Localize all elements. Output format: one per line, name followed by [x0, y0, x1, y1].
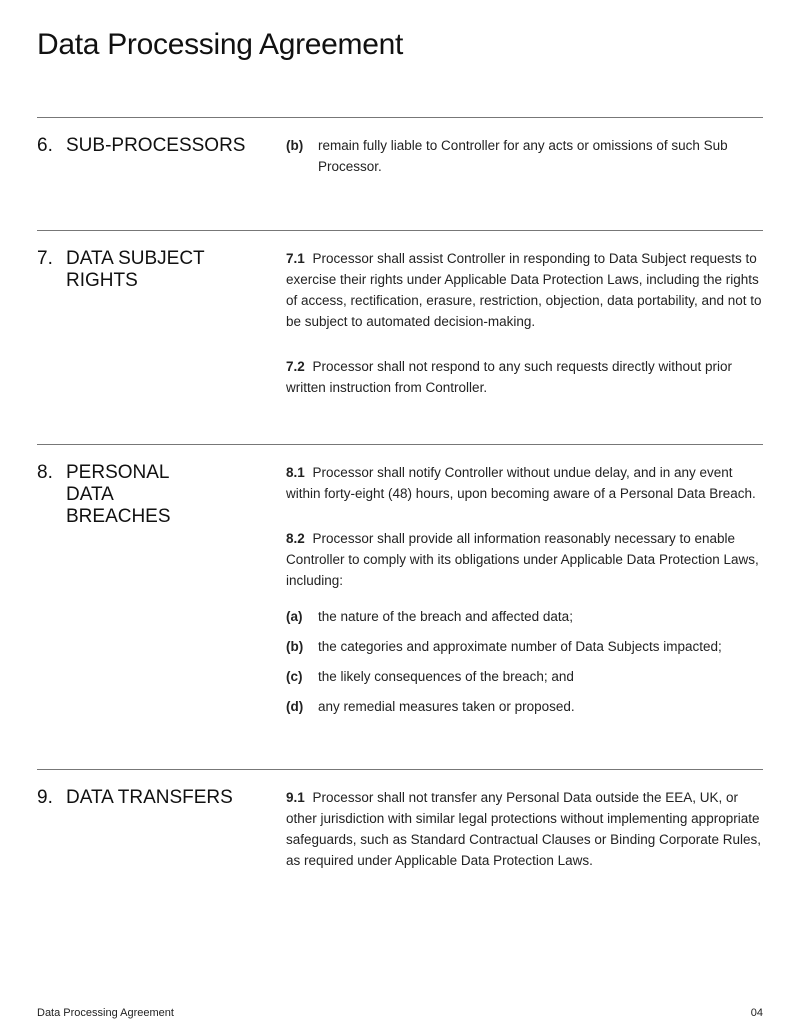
section-content — [286, 787, 763, 919]
section-number: 9. — [37, 787, 53, 808]
item-text: remain fully liable to Controller for any acts or omissions of such Sub Processor. — [318, 138, 728, 174]
sections — [37, 117, 763, 919]
section-personal-data-breaches — [37, 444, 763, 769]
clause-text: Processor shall assist Controller in responding to Data Subject requests to exercise their rights under Applicable Data Protection Laws, including the rights of access, rectification, erasure, restriction, objection, data portability, and not to be subject to automated decision-making. — [286, 251, 762, 329]
clause — [286, 248, 763, 332]
section-number: 8. — [37, 462, 53, 483]
item-text: any remedial measures taken or proposed. — [318, 699, 575, 714]
footer-document-title: Data Processing Agreement — [37, 1007, 174, 1019]
item-label: (c) — [286, 669, 303, 684]
clause-number: 9.1 — [286, 790, 305, 805]
clause-number: 7.1 — [286, 251, 305, 266]
clause-text: Processor shall provide all information reasonably necessary to enable Controller to comply with its obligations under Applicable Data Protection Laws, including: — [286, 531, 759, 588]
page-number: 04 — [750, 1007, 763, 1019]
clause-number: 7.2 — [286, 359, 305, 374]
clause — [286, 356, 763, 398]
clause — [286, 528, 763, 591]
item-text: the categories and approximate number of Data Subjects impacted; — [318, 639, 722, 654]
clause-number: 8.2 — [286, 531, 305, 546]
section-title: SUB-PROCESSORS — [66, 135, 246, 156]
section-content — [286, 462, 763, 769]
section-heading — [37, 135, 286, 230]
item-label: (b) — [286, 138, 304, 153]
item-label: (b) — [286, 639, 304, 654]
page-title: Data Processing Agreement — [37, 28, 404, 61]
section-heading — [37, 787, 286, 919]
section-heading — [37, 462, 286, 769]
list-item — [286, 135, 763, 177]
clause-text: Processor shall notify Controller without undue delay, and in any event within forty-eight (48) hours, upon becoming aware of a Personal Data Breach. — [286, 465, 756, 501]
section-data-transfers — [37, 769, 763, 919]
section-data-subject-rights — [37, 230, 763, 444]
item-text: the nature of the breach and affected data; — [318, 609, 573, 624]
section-sub-processors — [37, 117, 763, 230]
clause-text: Processor shall not respond to any such requests directly without prior written instruction from Controller. — [286, 359, 733, 395]
section-title: DATA SUBJECT RIGHTS — [66, 248, 205, 291]
clause-number: 8.1 — [286, 465, 305, 480]
list-item — [286, 666, 763, 687]
section-heading — [37, 248, 286, 444]
section-content — [286, 248, 763, 444]
section-number: 7. — [37, 248, 53, 269]
clause-text: Processor shall not transfer any Personal Data outside the EEA, UK, or other jurisdiction with similar legal protections without implementing appropriate safeguards, such as Standard Contractual Clauses or Binding Corporate Rules, as required under Applicable Data Protection Laws. — [286, 790, 762, 868]
item-label: (a) — [286, 609, 303, 624]
item-text: the likely consequences of the breach; and — [318, 669, 574, 684]
list-item — [286, 606, 763, 627]
item-label: (d) — [286, 699, 304, 714]
list-item — [286, 696, 763, 717]
clause — [286, 462, 763, 504]
list-item — [286, 636, 763, 657]
clause — [286, 787, 763, 871]
section-number: 6. — [37, 135, 53, 156]
section-title: DATA TRANSFERS — [66, 787, 233, 808]
section-content — [286, 135, 763, 230]
section-title: PERSONAL DATA BREACHES — [66, 462, 171, 527]
page-footer — [37, 1007, 763, 1019]
